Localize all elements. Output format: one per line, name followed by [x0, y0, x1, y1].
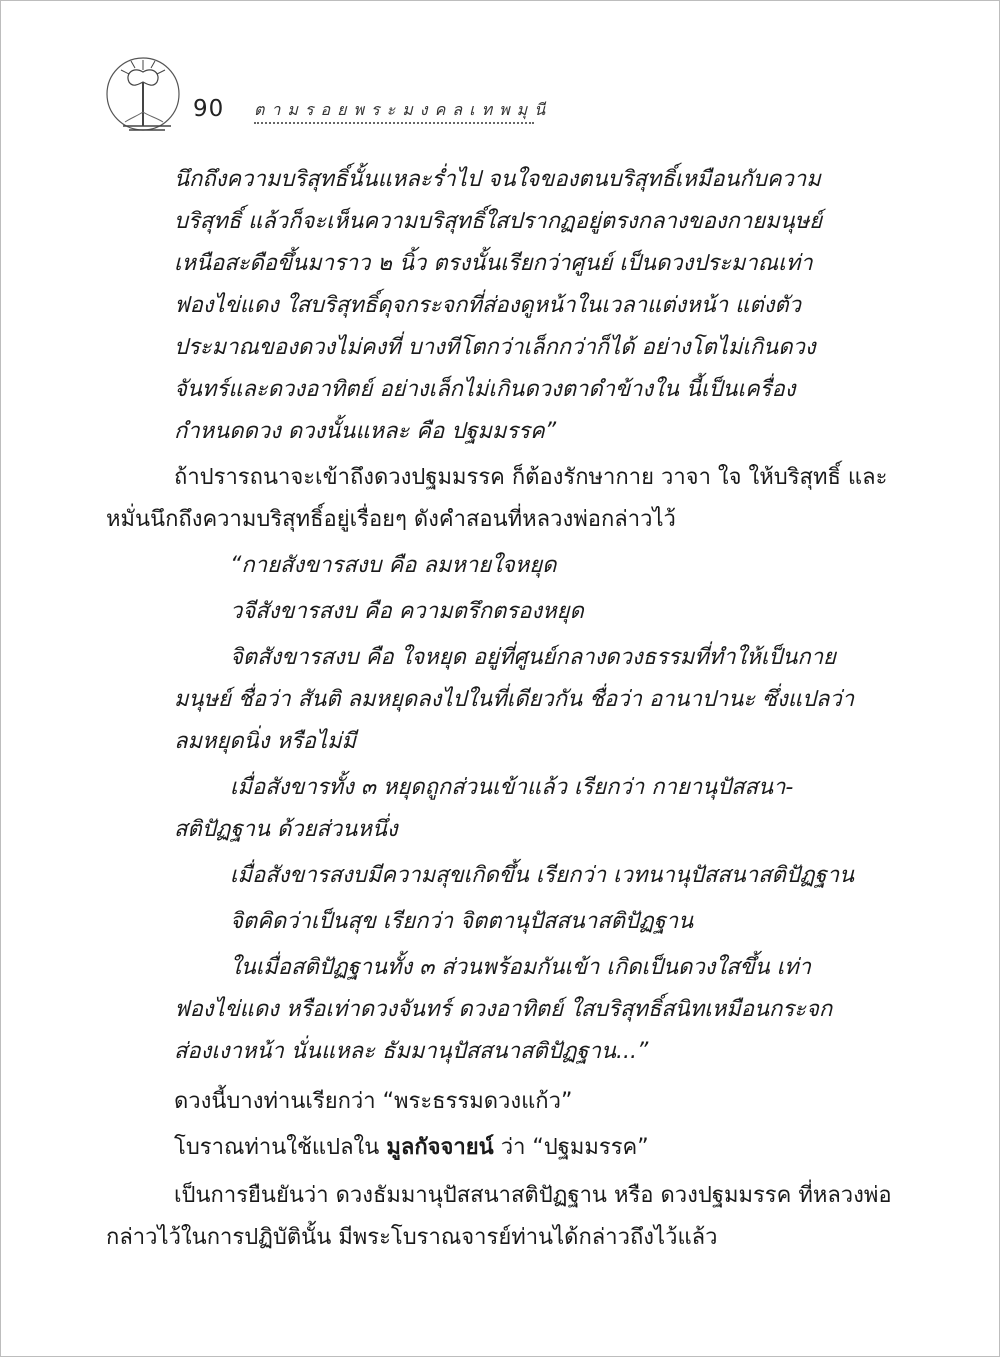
text-span: โบราณท่านใช้แปลใน — [174, 1135, 387, 1160]
text-span: ว่า “ปฐมมรรค” — [493, 1135, 649, 1160]
title-dotted-rule — [254, 122, 534, 124]
text-line: เหนือสะดือขึ้นมาราว ๒ นิ้ว ตรงนั้นเรียกว่าศูนย์ เป็นดวงประมาณเท่า — [174, 251, 813, 276]
text-line: บริสุทธิ์ แล้วก็จะเห็นความบริสุทธิ์ใสปรากฏอยู่ตรงกลางของกายมนุษย์ — [174, 209, 823, 234]
text-line: วจีสังขารสงบ คือ ความตรึกตรองหยุด — [230, 599, 584, 624]
text-line: กำหนดดวง ดวงนั้นแหละ คือ ปฐมมรรค” — [174, 419, 557, 444]
text-line: เมื่อสังขารสงบมีความสุขเกิดขึ้น เรียกว่า เวทนานุปัสสนาสติปัฏฐาน — [230, 863, 855, 888]
text-line: ในเมื่อสติปัฏฐานทั้ง ๓ ส่วนพร้อมกันเข้า เกิดเป็นดวงใสขึ้น เท่า — [230, 955, 812, 980]
lotus-tree-logo-icon — [103, 52, 183, 136]
text-line: เป็นการยืนยันว่า ดวงธัมมานุปัสสนาสติปัฏฐาน หรือ ดวงปฐมมรรค ที่หลวงพ่อ — [174, 1183, 892, 1208]
text-line: ถ้าปรารถนาจะเข้าถึงดวงปฐมมรรค ก็ต้องรักษากาย วาจา ใจ ให้บริสุทธิ์ และ — [174, 465, 888, 490]
text-line: ลมหยุดนิ่ง หรือไม่มี — [174, 729, 357, 754]
text-line: ประมาณของดวงไม่คงที่ บางทีโตกว่าเล็กกว่าก็ได้ อย่างโตไม่เกินดวง — [174, 335, 816, 360]
text-line: จันทร์และดวงอาทิตย์ อย่างเล็กไม่เกินดวงตาดำข้างใน นี้เป็นเครื่อง — [174, 377, 796, 402]
text-line: เมื่อสังขารทั้ง ๓ หยุดถูกส่วนเข้าแล้ว เรียกว่า กายานุปัสสนา- — [230, 775, 794, 800]
bold-term: มูลกัจจายน์ — [386, 1135, 494, 1160]
text-line: สติปัฏฐาน ด้วยส่วนหนึ่ง — [174, 817, 398, 842]
text-line-ancient — [174, 1133, 649, 1163]
page-number: 90 — [193, 96, 225, 122]
text-line: “กายสังขารสงบ คือ ลมหายใจหยุด — [230, 553, 557, 578]
text-line: ดวงนี้บางท่านเรียกว่า “พระธรรมดวงแก้ว” — [174, 1089, 573, 1114]
text-line: จิตคิดว่าเป็นสุข เรียกว่า จิตตานุปัสสนาสติปัฏฐาน — [230, 909, 694, 934]
text-line: หมั่นนึกถึงความบริสุทธิ์อยู่เรื่อยๆ ดังคำสอนที่หลวงพ่อกล่าวไว้ — [106, 507, 676, 532]
text-line: กล่าวไว้ในการปฏิบัตินั้น มีพระโบราณจารย์ท่านได้กล่าวถึงไว้แล้ว — [106, 1225, 718, 1250]
text-line: ส่องเงาหน้า นั่นแหละ ธัมมานุปัสสนาสติปัฏฐาน...” — [174, 1039, 649, 1064]
text-line: ฟองไข่แดง ใสบริสุทธิ์ดุจกระจกที่ส่องดูหน้าในเวลาแต่งหน้า แต่งตัว — [174, 293, 801, 318]
text-line: นึกถึงความบริสุทธิ์นั้นแหละร่ำไป จนใจของตนบริสุทธิ์เหมือนกับความ — [174, 167, 821, 192]
running-title: ตามรอยพระมงคลเทพมุนี — [254, 100, 553, 119]
text-line: ฟองไข่แดง หรือเท่าดวงจันทร์ ดวงอาทิตย์ ใสบริสุทธิ์สนิทเหมือนกระจก — [174, 997, 833, 1022]
text-line: มนุษย์ ชื่อว่า สันติ ลมหยุดลงไปในที่เดียวกัน ชื่อว่า อานาปานะ ซึ่งแปลว่า — [174, 687, 855, 712]
text-line: จิตสังขารสงบ คือ ใจหยุด อยู่ที่ศูนย์กลางดวงธรรมที่ทำให้เป็นกาย — [230, 645, 836, 670]
